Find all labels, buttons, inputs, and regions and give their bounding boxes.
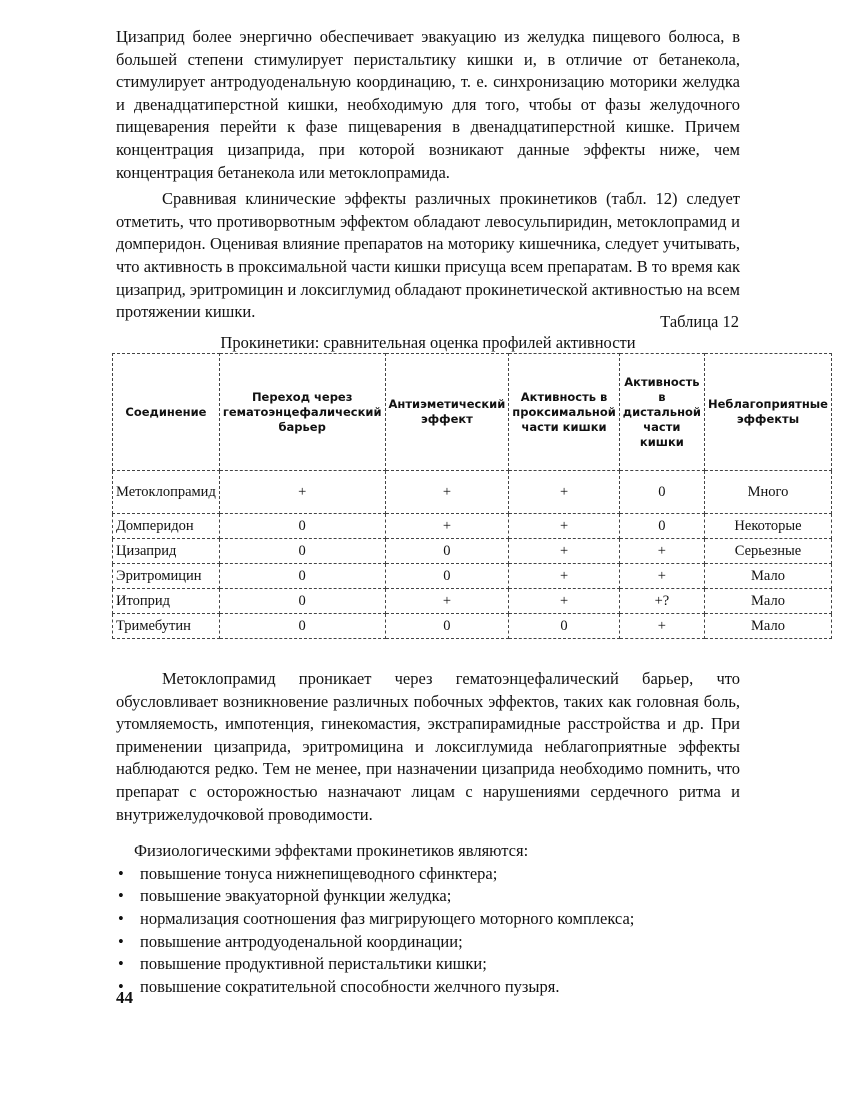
list-intro: Физиологическими эффектами прокинетиков являются: <box>134 841 529 861</box>
table-row <box>113 539 832 564</box>
header-bbb: Переход через гематоэнцефалический барьер <box>219 354 385 471</box>
cell-compound: Метоклопрамид <box>113 471 220 514</box>
cell-proximal: + <box>509 564 620 589</box>
cell-adverse: Много <box>704 471 831 514</box>
cell-antiemetic: + <box>385 589 509 614</box>
cell-proximal: + <box>509 589 620 614</box>
cell-distal: + <box>619 539 704 564</box>
top-text <box>116 26 740 324</box>
cell-proximal: + <box>509 539 620 564</box>
cell-antiemetic: + <box>385 471 509 514</box>
prokinetics-table <box>112 353 832 639</box>
cell-distal: + <box>619 614 704 639</box>
header-distal: Активность в дистальной части кишки <box>619 354 704 471</box>
cell-proximal: 0 <box>509 614 620 639</box>
table-header-row <box>113 354 832 471</box>
table-row <box>113 564 832 589</box>
cell-distal: 0 <box>619 471 704 514</box>
paragraph-2: Сравнивая клинические эффекты различных прокинетиков (табл. 12) следует отметить, что противорвотным эффектом обладают левосульпиридин, метоклопрамид и домперидон. Оценивая влияние препаратов на моторику кишечника, следует учитывать, что активность в проксимальной части кишки присуща всем препаратам. В то время как цизаприд, эритромицин и локсиглумид обладают прокинетической активностью на всем протяжении кишки. <box>116 189 740 322</box>
cell-bbb: 0 <box>219 564 385 589</box>
header-compound: Соединение <box>113 354 220 471</box>
cell-antiemetic: + <box>385 514 509 539</box>
cell-adverse: Серьезные <box>704 539 831 564</box>
cell-adverse: Мало <box>704 589 831 614</box>
table-row <box>113 589 832 614</box>
cell-distal: +? <box>619 589 704 614</box>
table-title: Прокинетики: сравнительная оценка профилей активности <box>220 333 636 352</box>
bottom-text <box>116 668 740 998</box>
cell-compound: Эритромицин <box>113 564 220 589</box>
table-row <box>113 614 832 639</box>
paragraph-3: Метоклопрамид проникает через гематоэнцефалический барьер, что обусловливает возникновение различных побочных эффектов, таких как головная боль, утомляемость, импотенция, гинекомастия, экстрапирамидные расстройства и др. При применении цизаприда, эритромицина и локсиглумида неблагоприятные эффекты наблюдаются редко. Тем не менее, при назначении цизаприда необходимо помнить, что препарат с осторожностью назначают лицам с нарушениями сердечного ритма и внутрижелудочковой проводимости. <box>116 669 740 824</box>
cell-compound: Домперидон <box>113 514 220 539</box>
cell-compound: Тримебутин <box>113 614 220 639</box>
cell-bbb: 0 <box>219 539 385 564</box>
list-item: • повышение эвакуаторной функции желудка; <box>116 885 740 908</box>
cell-adverse: Мало <box>704 614 831 639</box>
cell-adverse: Мало <box>704 564 831 589</box>
cell-bbb: 0 <box>219 589 385 614</box>
effects-list <box>116 863 740 999</box>
cell-compound: Цизаприд <box>113 539 220 564</box>
cell-antiemetic: 0 <box>385 614 509 639</box>
cell-bbb: 0 <box>219 614 385 639</box>
cell-proximal: + <box>509 471 620 514</box>
list-item: • повышение тонуса нижнепищеводного сфинктера; <box>116 863 740 886</box>
cell-antiemetic: 0 <box>385 539 509 564</box>
cell-adverse: Некоторые <box>704 514 831 539</box>
list-item: • повышение сократительной способности желчного пузыря. <box>116 976 740 999</box>
header-proximal: Активность в проксимальной части кишки <box>509 354 620 471</box>
cell-compound: Итоприд <box>113 589 220 614</box>
table-row <box>113 514 832 539</box>
header-antiemetic: Антиэметический эффект <box>385 354 509 471</box>
page-number: 44 <box>116 988 133 1007</box>
list-item: • повышение антродуоденальной координации; <box>116 931 740 954</box>
cell-distal: + <box>619 564 704 589</box>
cell-proximal: + <box>509 514 620 539</box>
cell-distal: 0 <box>619 514 704 539</box>
header-adverse: Неблагоприятные эффекты <box>704 354 831 471</box>
paragraph-1: Цизаприд более энергично обеспечивает эвакуацию из желудка пищевого болюса, в большей степени стимулирует перистальтику кишки и, в отличие от бетанекола, стимулирует антродуоденальную координацию, т. е. синхронизацию моторики желудка и двенадцатиперстной кишки, необходимую для того, чтобы от фазы желудочного пищеварения перейти к фазе пищеварения в двенадцатиперстной кишке. Причем концентрация цизаприда, при которой возникают данные эффекты ниже, чем концентрация бетанекола или метоклопрамида. <box>116 27 740 182</box>
cell-antiemetic: 0 <box>385 564 509 589</box>
cell-bbb: + <box>219 471 385 514</box>
list-item: • повышение продуктивной перистальтики кишки; <box>116 953 740 976</box>
table-row <box>113 471 832 514</box>
table-label: Таблица 12 <box>660 312 739 331</box>
list-item: • нормализация соотношения фаз мигрирующего моторного комплекса; <box>116 908 740 931</box>
cell-bbb: 0 <box>219 514 385 539</box>
